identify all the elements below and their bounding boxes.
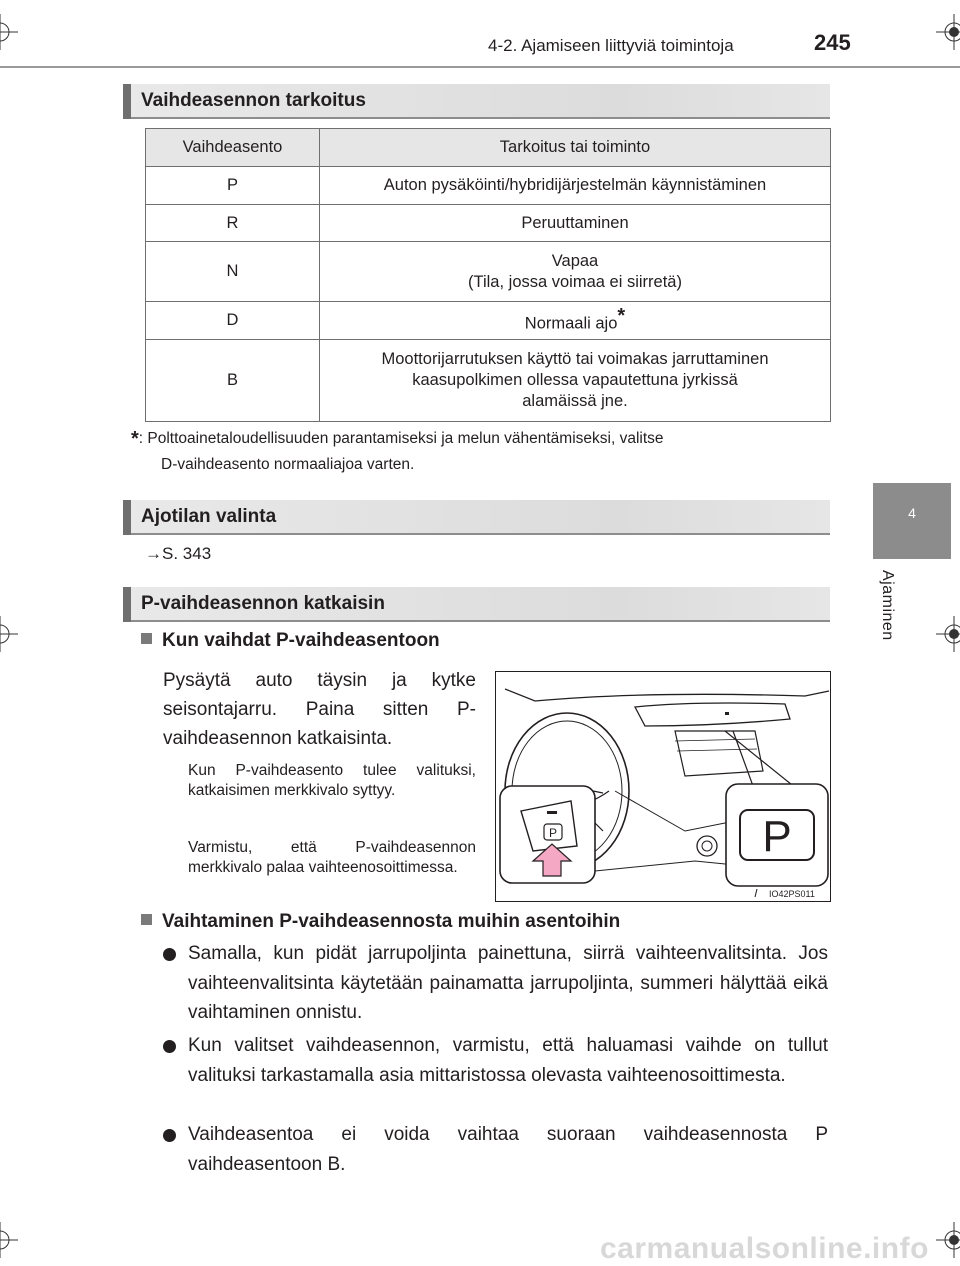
purpose-line: Vapaa [551,251,599,270]
gear-cell: B [146,340,320,422]
purpose-line: Moottorijarrutuksen käyttö tai voimakas jarruttaminen [381,350,769,368]
registration-mark-mid-left [0,616,18,652]
registration-mark-bottom-left [0,1222,18,1258]
column-header: Tarkoitus tai toiminto [320,129,831,167]
square-bullet-icon [141,914,152,925]
section-heading-text: P-vaihdeasennon katkaisin [141,593,385,614]
note-verify: Varmistu, että P-vaihdeasennon merkkivalo palaa vaihteenosoittimessa. [188,839,476,876]
dashboard-illustration [495,671,831,902]
gear-cell: R [146,205,320,242]
purpose-cell [320,340,831,422]
gear-table [145,128,831,422]
purpose-line: Peruuttaminen [521,213,629,232]
registration-mark-top-left [0,14,18,50]
note-indicator: Kun P-vaihdeasento tulee valituksi, katkaisimen merkkivalo syttyy. [188,762,476,799]
square-bullet-icon [141,633,152,644]
bullet-dot-icon [163,1040,176,1053]
purpose-cell [320,302,831,340]
bullet-dot-icon [163,1129,176,1142]
bullet-item [163,1120,828,1179]
registration-mark-top-right [936,14,960,50]
footnote-line: : Polttoainetaloudellisuuden parantamiseksi ja melun vähentämiseksi, valitse [138,430,664,447]
footnote-mark: * [131,428,139,450]
bullet-dot-icon [163,948,176,961]
p-button-letter: P [762,812,792,861]
registration-mark-mid-right [936,616,960,652]
table-row [146,205,831,242]
subsection-title-text: Kun vaihdat P-vaihdeasentoon [162,630,440,651]
gear-cell: D [146,302,320,340]
purpose-cell [320,242,831,302]
section-heading-drive-mode [123,500,830,535]
bullet-item [163,1031,828,1090]
registration-mark-bottom-right [936,1222,960,1258]
header-rule [0,66,960,68]
table-row [146,167,831,205]
chapter-label: Ajaminen [879,570,896,641]
figure-code: IO42PS011 [769,889,815,899]
section-heading-gear-purpose [123,84,830,119]
bullet-item [163,939,828,1028]
page-reference-link[interactable]: →S. 343 [145,544,212,563]
subsection-title [141,630,440,652]
table-row [146,242,831,302]
purpose-line: Normaali ajo [524,314,618,333]
bullet-text: Vaihdeasentoa ei voida vaihtaa suoraan vaihdeasennosta P vaihdeasentoon B. [188,1124,828,1175]
table-header-row [146,129,831,167]
purpose-cell [320,205,831,242]
table-row [146,302,831,340]
purpose-line: (Tila, jossa voimaa ei siirretä) [468,272,682,291]
gear-cell: P [146,167,320,205]
purpose-cell [320,167,831,205]
section-heading-text: Ajotilan valinta [141,506,277,527]
subsection-title [141,911,620,933]
table-row [146,340,831,422]
subsection-title-text: Vaihtaminen P-vaihdeasennosta muihin asentoihin [162,911,621,932]
gear-cell: N [146,242,320,302]
footnote [131,426,831,477]
footnote-asterisk: * [617,305,626,328]
section-heading-p-switch [123,587,830,622]
instruction-paragraph: Pysäytä auto täysin ja kytke seisontajarru. Paina sitten P-vaihdeasennon katkaisinta. [163,670,476,749]
purpose-line: kaasupolkimen ollessa vapautettuna jyrkissä [412,371,738,389]
purpose-line: alamäissä jne. [522,392,628,410]
purpose-line: Auton pysäköinti/hybridijärjestelmän käynnistäminen [383,176,767,194]
p-switch-small-letter: P [548,826,558,840]
bullet-text: Kun valitset vaihdeasennon, varmistu, että haluamasi vaihde on tullut valituksi tarkastamalla asia mittaristossa olevasta vaihteenosoittimesta. [188,1035,828,1086]
footnote-line: D-vaihdeasento normaaliajoa varten. [161,456,415,473]
bullet-text: Samalla, kun pidät jarrupoljinta painettuna, siirrä vaihteenvalitsinta. Jos vaihteenvalitsinta käytetään painamatta jarrupoljinta, summeri hälyttää eikä vaihtaminen onnistu. [188,943,828,1023]
chapter-number: 4 [908,505,916,521]
page-number: 245 [814,30,851,55]
watermark: carmanualsonline.info [600,1232,929,1265]
column-header: Vaihdeasento [146,129,320,167]
section-heading-text: Vaihdeasennon tarkoitus [141,90,366,111]
running-header: 4-2. Ajamiseen liittyviä toimintoja [488,36,734,55]
chapter-tab [873,483,951,559]
